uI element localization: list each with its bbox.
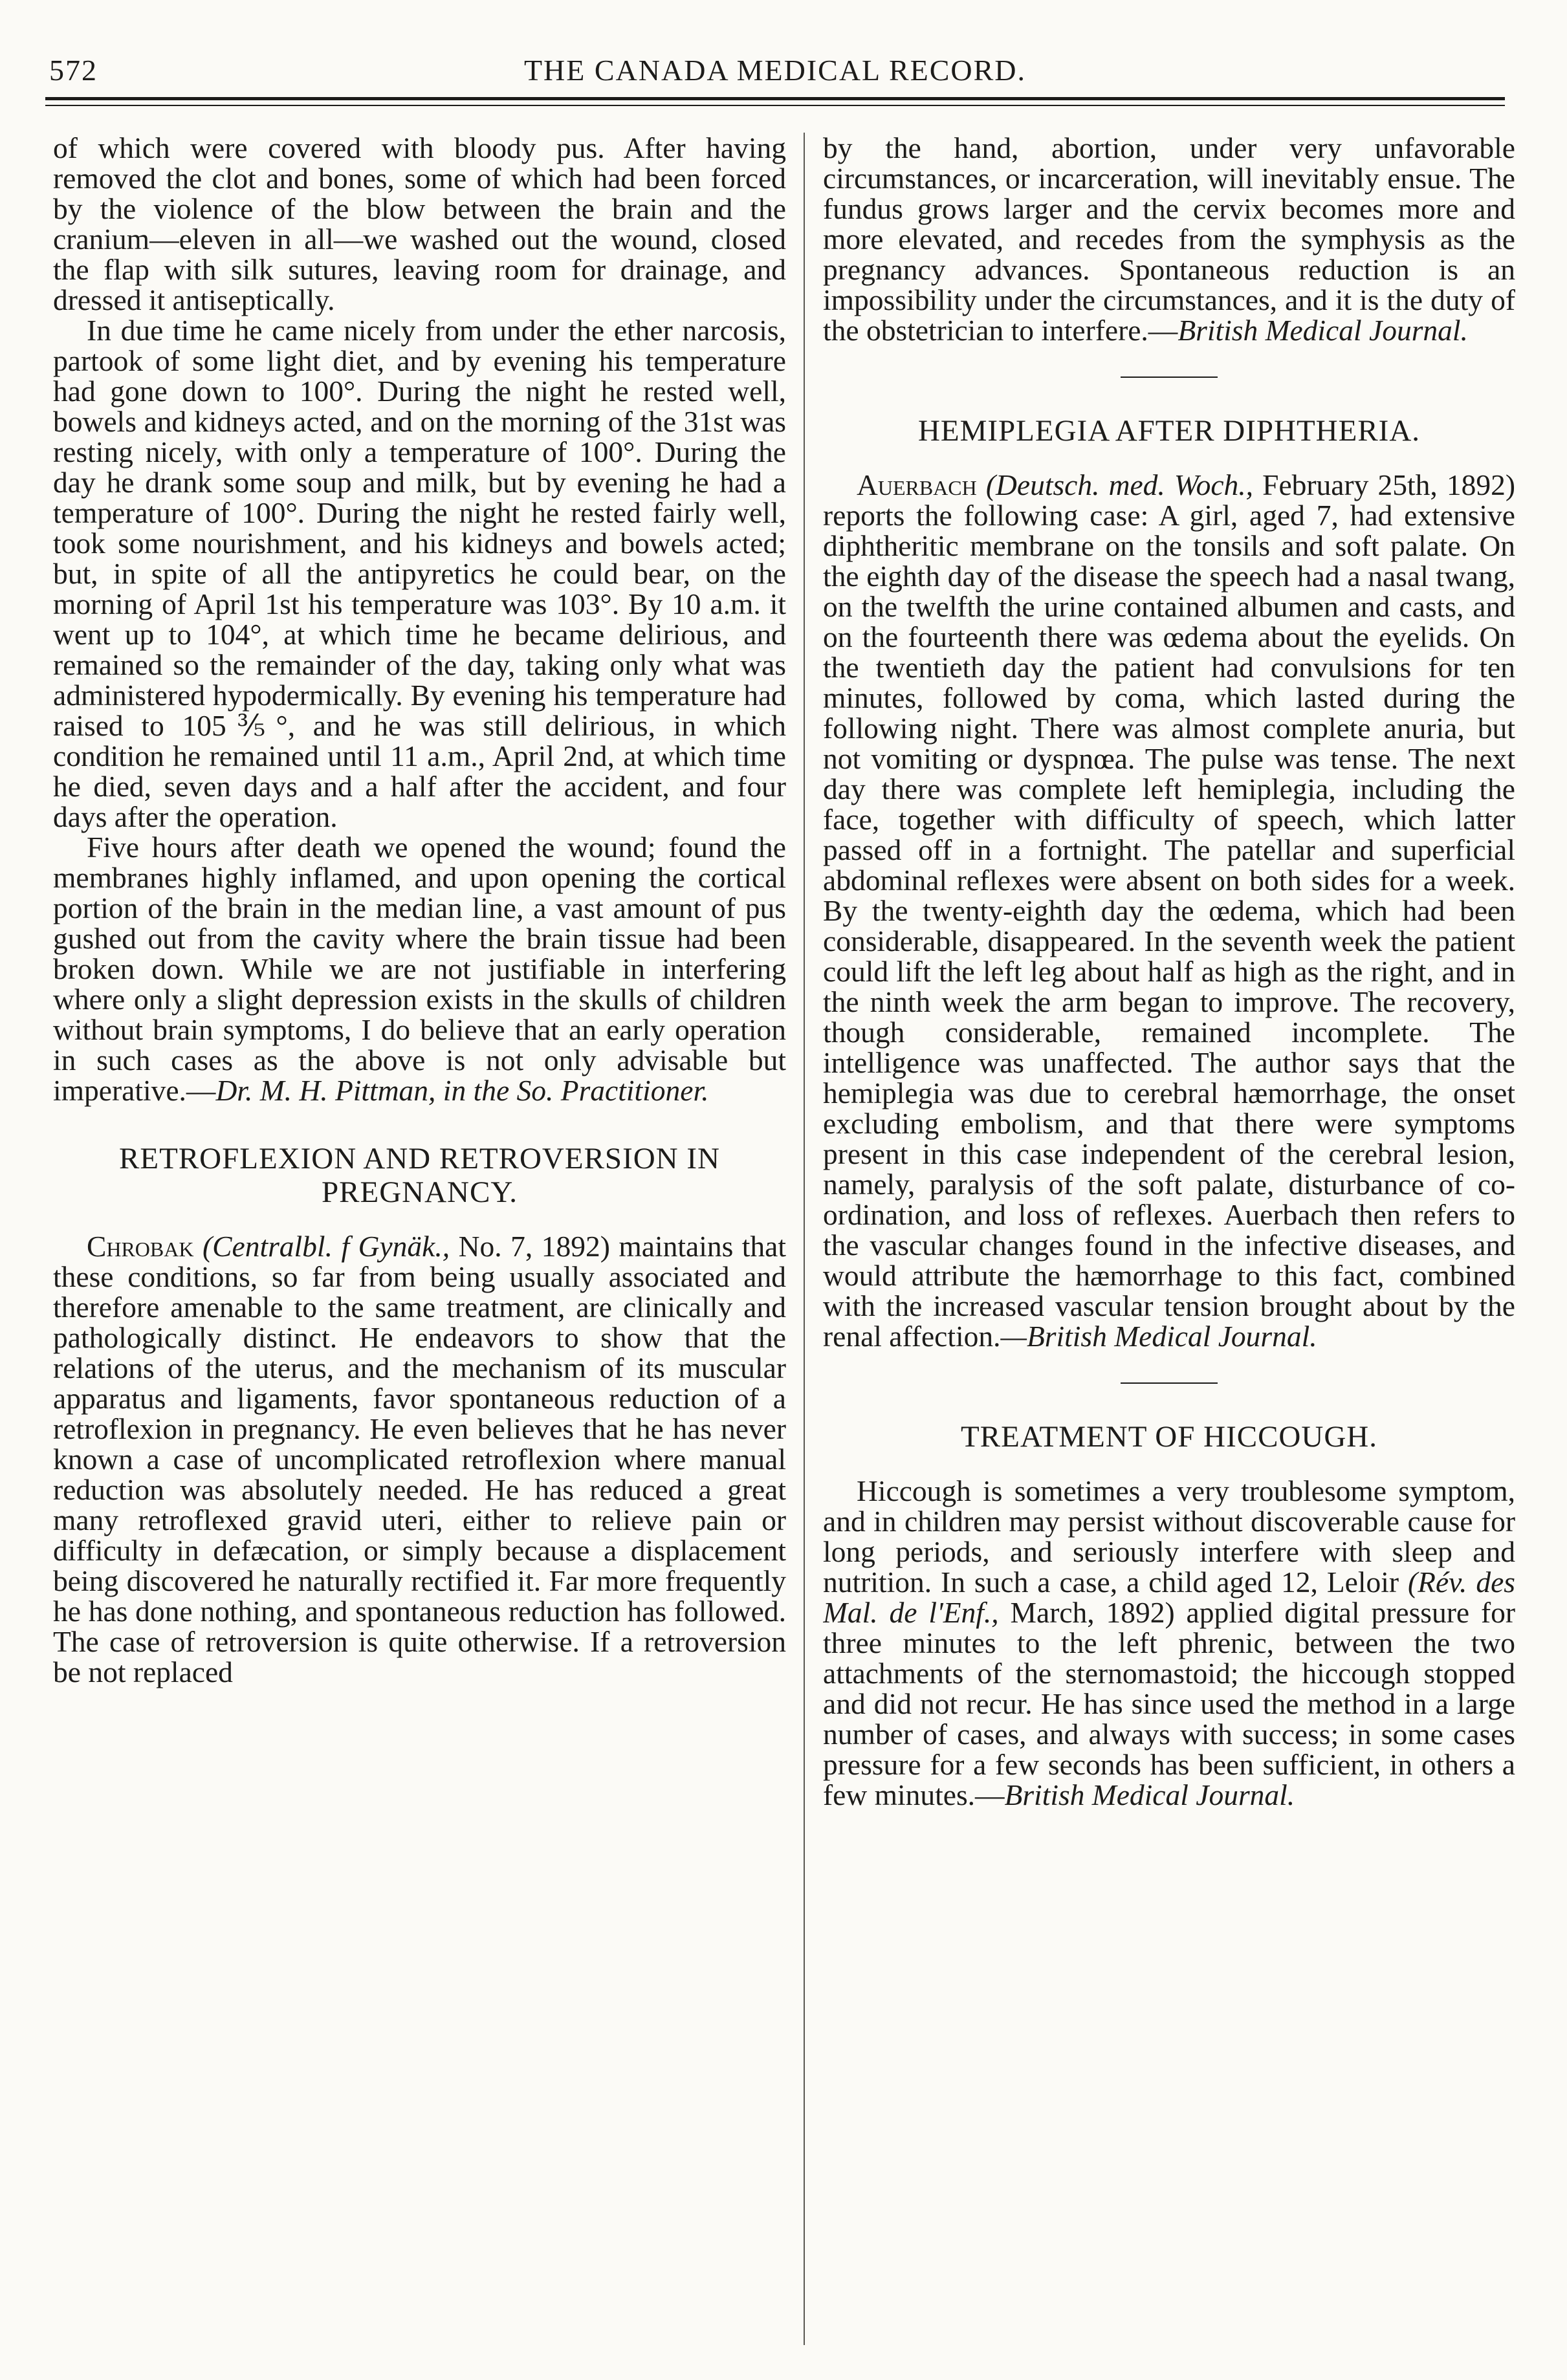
paragraph-text: February 25th, 1892) reports the following case: A girl, aged 7, had extensive diphtheritic membrane on the tonsils and soft palate. On the eighth day of the disease the speech had a nasal twang, on the twelfth the urine contained albumen and casts, and on the fourteenth there was œdema about the eyelids. On the twentieth day the patient had convulsions for ten minutes, followed by coma, which lasted during the following night. There was almost complete anuria, but not vomiting or dyspnœa. The pulse was tense. The next day there was complete left hemiplegia, including the face, together with difficulty of speech, which latter passed off in a fortnight. The patellar and superficial abdominal reflexes were absent on both sides for a week. By the twenty-eighth day the œdema, which had been considerable, disappeared. In the seventh week the patient could lift the left leg about half as high as the right, and in the ninth week the arm began to improve. The recovery, though considerable, remained incomplete. The intelligence was unaffected. The author says that the hemiplegia was due to cerebral hæmorrhage, the onset excluding embolism, and that there were symptoms present in this case independent of the cerebral lesion, namely, paralysis of the soft palate, disturbance of co-ordination, and loss of reflexes. Auerbach then refers to the vascular changes found in the infective diseases, and would attribute the hæmorrhage to this fact, combined with the increased vascular tension brought about by the renal affection. — [823, 468, 1515, 1353]
article-heading-hiccough: TREATMENT OF HICCOUGH. — [961, 1420, 1377, 1454]
paragraph-autopsy — [53, 832, 786, 1106]
section-separator — [1121, 1382, 1218, 1384]
right-column — [823, 133, 1515, 2345]
paragraph-chrobak — [53, 1231, 786, 1687]
paragraph-text: March, 1892) applied digital pressure for three minutes to the left phrenic, between the two attachments of the sternomastoid; the hiccough stopped and did not recur. He has since used the method in a large number of cases, and always with success; in some cases pressure for a few seconds has been sufficient, in others a few minutes.— — [823, 1596, 1515, 1811]
paragraph-text: by the hand, abortion, under very unfavorable circumstances, or incarceration, will inevitably ensue. The fundus grows larger and the cervix becomes more and more elevated, and recedes from the symphysis as the pregnancy advances. Spontaneous reduction is an impossibility under the circumstances, and it is the duty of the obstetrician to interfere.— — [823, 133, 1515, 347]
left-column — [53, 133, 786, 2345]
author-name: Auerbach — [857, 468, 977, 501]
page-number: 572 — [49, 54, 98, 87]
header-rule-thick — [45, 97, 1505, 100]
citation: British Medical Journal. — [1004, 1778, 1295, 1811]
paragraph-auerbach — [823, 470, 1515, 1351]
article-heading-hemiplegia: HEMIPLEGIA AFTER DIPHTHERIA. — [917, 414, 1421, 448]
paragraph-text: Five hours after death we opened the wound; found the membranes highly inflamed, and upon opening the cortical portion of the brain in the median line, a vast amount of pus gushed out from the cavity where the brain tissue had been broken down. While we are not justifiable in interfering where only a slight depression exists in the skulls of children without brain symptoms, I do believe that an early operation in such cases as the above is not only advisable but imperative.— — [53, 831, 786, 1107]
paragraph-temperature-course: In due time he came nicely from under the ether narcosis, partook of some light diet, and by evening his temperature had gone down to 100°. During the night he rested well, bowels and kidneys acted, and on the morning of the 31st was resting nicely, with only a temperature of 100°. During the day he drank some soup and milk, but by evening he had a temperature of 100°. During the night he rested fairly well, took some nourishment, and his kidneys and bowels acted; but, in spite of all the antipyretics he could bear, on the morning of April 1st his temperature was 103°. By 10 a.m. it went up to 104°, at which time he became delirious, and remained so the remainder of the day, taking only what was administered hypodermically. By evening his temperature had raised to 105⅗°, and he was still delirious, in which condition he remained until 11 a.m., April 2nd, at which time he died, seven days and a half after the accident, and four days after the operation. — [53, 314, 786, 833]
section-separator — [1121, 377, 1218, 378]
citation: Dr. M. H. Pittman, in the So. Practitioner. — [215, 1074, 709, 1107]
author-name: Chrobak — [87, 1230, 194, 1263]
citation: British Medical Journal. — [1178, 314, 1468, 347]
paragraph-continued — [823, 133, 1515, 345]
article-heading-retroflexion: RETROFLEXION AND RETROVERSION IN PREGNANCY. — [119, 1142, 720, 1209]
journal-title: THE CANADA MEDICAL RECORD. — [523, 54, 1027, 87]
source-reference: (Deutsch. med. Woch., — [985, 468, 1254, 501]
source-reference: (Rév. des Mal. de l'Enf., — [823, 1566, 1515, 1629]
header-rule-thin — [45, 105, 1505, 106]
column-divider — [804, 133, 805, 2345]
citation: —British Medical Journal. — [1000, 1320, 1317, 1353]
paragraph-text: Hiccough is sometimes a very troublesome symptom, and in children may persist without discoverable cause for long periods, and seriously interfere with sleep and nutrition. In such a case, a child aged 12, Leloir — [823, 1474, 1515, 1599]
source-reference: (Centralbl. f Gynäk., — [203, 1230, 450, 1263]
running-head — [45, 45, 1505, 97]
paragraph-hiccough — [823, 1476, 1515, 1810]
paragraph-continued: of which were covered with bloody pus. After having removed the clot and bones, some of which had been forced by the violence of the blow between the brain and the cranium—eleven in all—we washed out the wound, closed the flap with silk sutures, leaving room for drainage, and dressed it antiseptically. — [53, 133, 786, 316]
paragraph-text: No. 7, 1892) maintains that these conditions, so far from being usually associated and therefore amenable to the same treatment, are clinically and pathologically distinct. He endeavors to show that the relations of the uterus, and the mechanism of its muscular apparatus and ligaments, favor spontaneous reduction of a retroflexion in pregnancy. He even believes that he has never known a case of uncomplicated retroflexion where manual reduction was absolutely needed. He has reduced a great many retroflexed gravid uteri, either to relieve pain or difficulty in defæcation, or simply because a displacement being discovered he naturally rectified it. Far more frequently he has done nothing, and spontaneous reduction has followed. The case of retroversion is quite otherwise. If a retroversion be not replaced — [53, 1230, 786, 1688]
